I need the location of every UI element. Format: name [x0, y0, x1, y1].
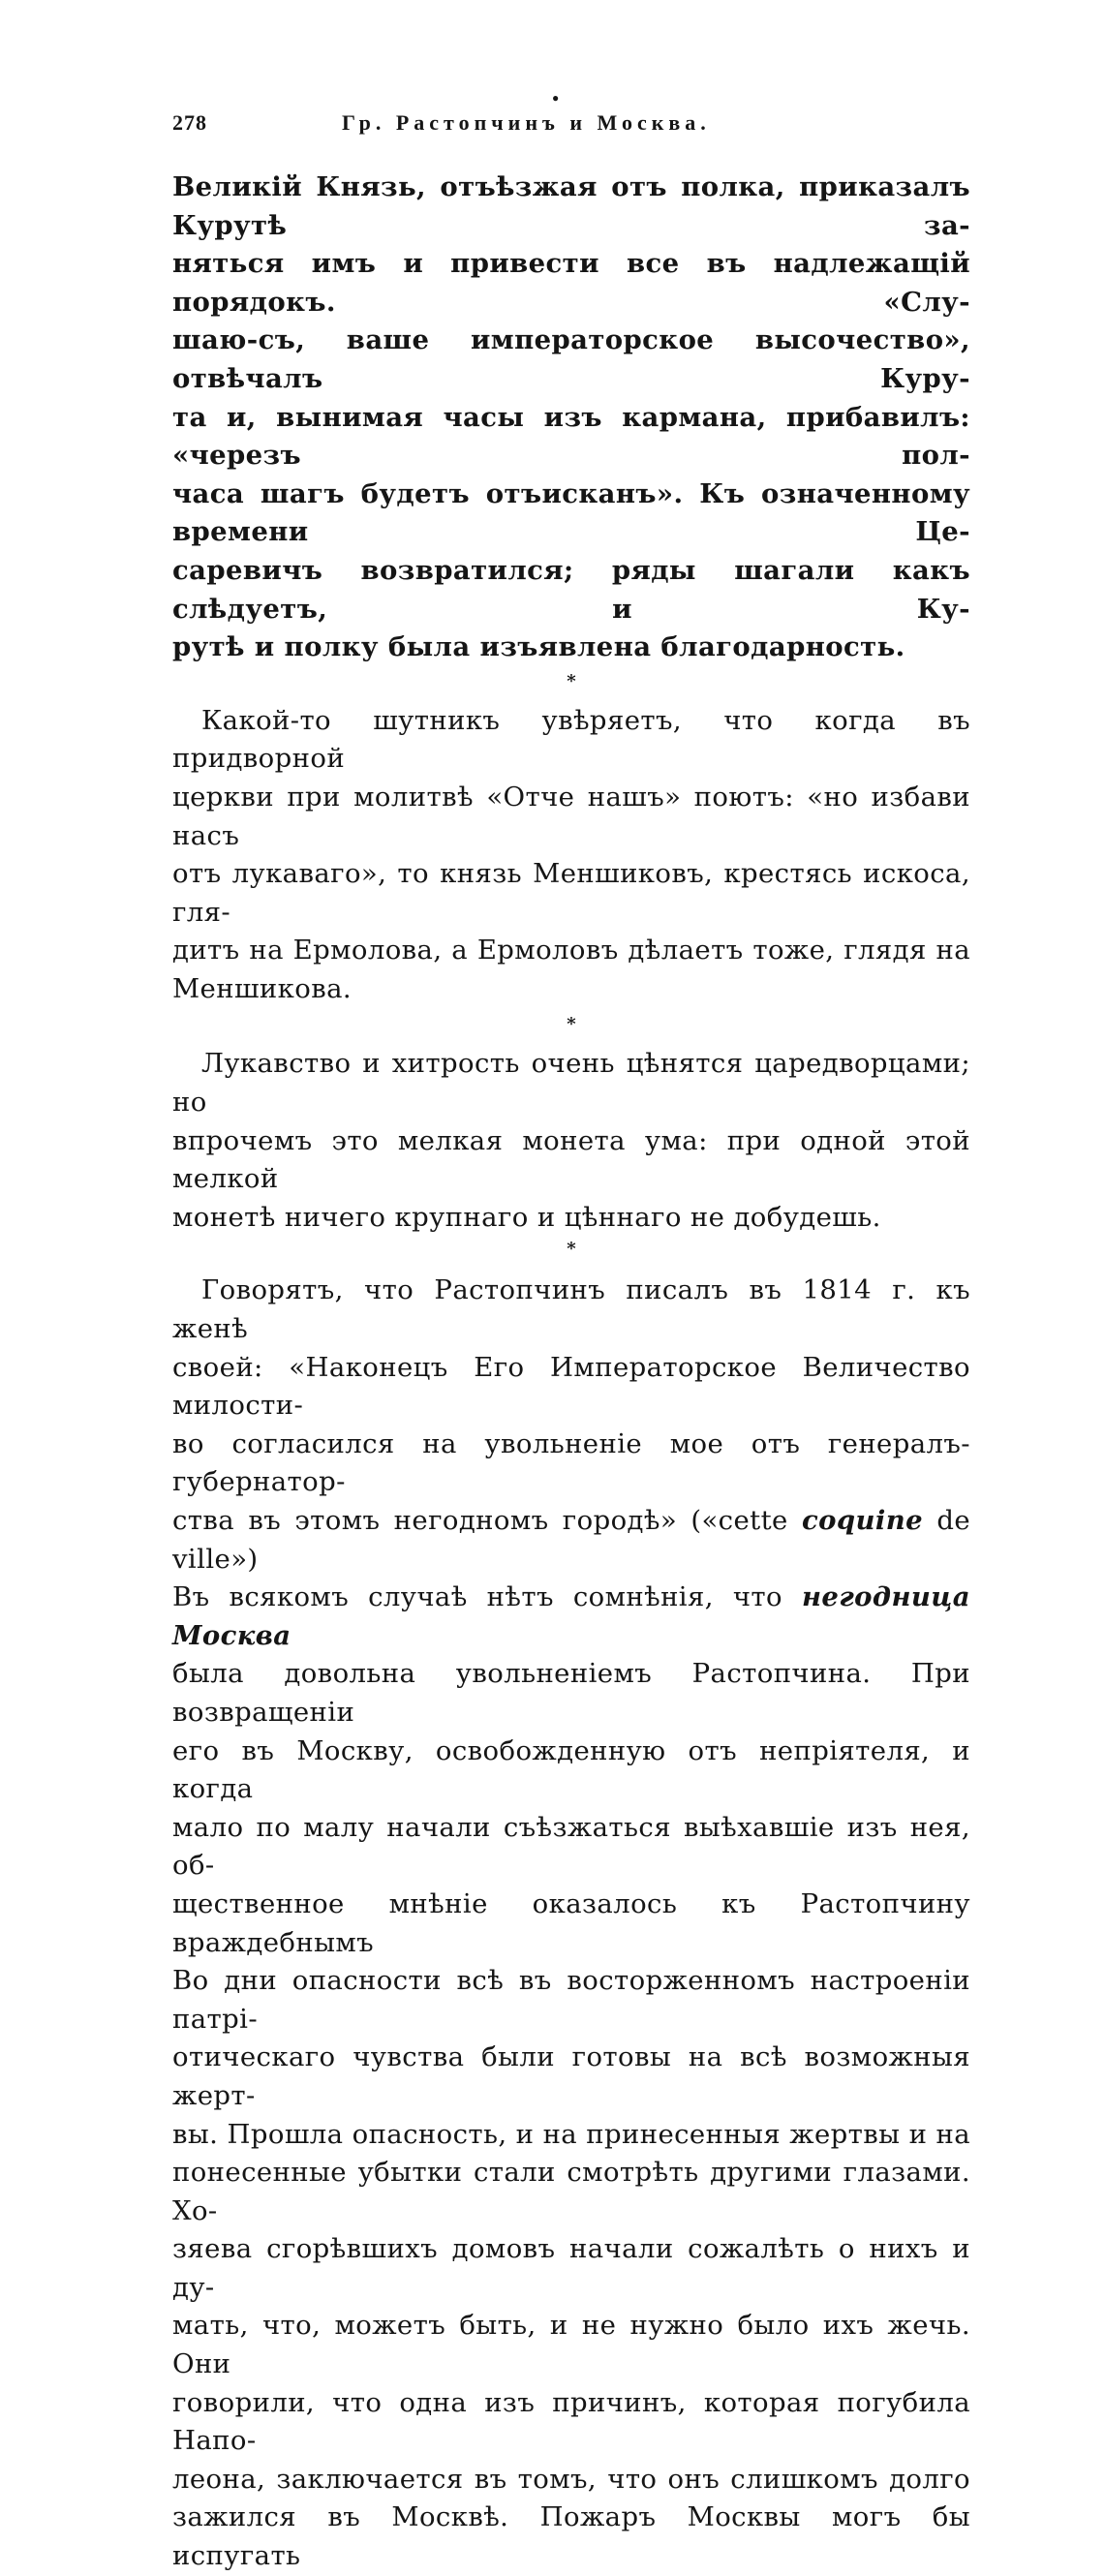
text-line: Во дни опасности всѣ въ восторженномъ настроеніи патрі- [172, 1965, 970, 2035]
text-line: шаю-съ, ваше императорское высочество», отвѣчалъ Куру- [172, 324, 970, 394]
text-line: та и, вынимая часы изъ кармана, прибавилъ: «черезъ пол- [172, 401, 970, 472]
text-line: была довольна увольненіемъ Растопчина. При возвращеніи [172, 1658, 970, 1728]
page-body [172, 91, 970, 2576]
ink-dot-mark: ● [552, 91, 560, 105]
text-line-mixed [172, 1502, 970, 1579]
text-run: de ville») [172, 1505, 970, 1575]
running-head [172, 91, 970, 143]
text-line: Говорятъ, что Растопчинъ писалъ въ 1814 г. къ женѣ [172, 1274, 970, 1345]
text-line: часа шагъ будетъ отъисканъ». Къ означенному времени Це- [172, 477, 970, 548]
text-line: его въ Москву, освобожденную отъ непріятеля, и когда [172, 1734, 970, 1805]
text-line: понесенные убытки стали смотрѣть другими глазами. Хо- [172, 2157, 970, 2226]
text-line: во согласился на увольненіе мое отъ генералъ-губернатор- [172, 1427, 970, 1498]
text-line: своей: «Наконецъ Его Императорское Величество милости- [172, 1351, 970, 1422]
text-line: церкви при молитвѣ «Отче нашъ» поютъ: «но избави насъ [172, 781, 970, 851]
text-line: Великій Князь, отъѣзжая отъ полка, приказалъ Курутѣ за- [172, 171, 970, 241]
text-line: вы. Прошла опасность, и на принесенныя жертвы и на [172, 2118, 970, 2150]
text-line: зажился въ Москвѣ. Пожаръ Москвы могъ бы испугать [172, 2501, 970, 2572]
text-run: Въ всякомъ случаѣ нѣтъ сомнѣнія, что [172, 1581, 782, 1613]
text-line: дитъ на Ермолова, а Ермоловъ дѣлаетъ тоже, глядя на [172, 935, 970, 966]
text-line: отическаго чувства были готовы на всѣ возможныя жерт- [172, 2041, 970, 2111]
italic-phrase: негодница Москва [172, 1581, 970, 1651]
text-line: отъ лукаваго», то князь Меншиковъ, крестясь искоса, гля- [172, 858, 970, 928]
text-line: мало по малу начали съѣзжаться выѣхавшіе изъ нея, об- [172, 1811, 970, 1882]
italic-phrase: coquine [802, 1505, 924, 1536]
text-line: Меншикова. [172, 972, 353, 1004]
text-line: монетѣ ничего крупнаго и цѣннаго не добудешь. [172, 1201, 881, 1233]
section-separator: * [567, 1239, 576, 1260]
text-line: леона, заключается въ томъ, что онъ слишкомъ долго [172, 2463, 970, 2495]
anecdote-rastopchin [172, 1272, 970, 2575]
running-title: Гр. Растопчинъ и Москва. [342, 110, 711, 135]
anecdote-menshikov [172, 702, 970, 1009]
text-run: ства въ этомъ негодномъ городѣ» («cette [172, 1505, 788, 1536]
text-line: впрочемъ это мелкая монета ума: при одной этой мелкой [172, 1124, 970, 1195]
text-line: няться имъ и привести все въ надлежащій порядокъ. «Слу- [172, 248, 970, 318]
text-line: говорили, что одна изъ причинъ, которая погубила Напо- [172, 2386, 970, 2457]
section-separator: * [567, 670, 576, 691]
text-line: щественное мнѣніе оказалось къ Растопчину враждебнымъ [172, 1887, 970, 1958]
text-line: зяева сгорѣвшихъ домовъ начали сожалѣть о нихъ и ду- [172, 2233, 970, 2303]
text-line: мать, что, можетъ быть, и не нужно было ихъ жечь. Они [172, 2310, 970, 2380]
page-number: 278 [172, 110, 207, 135]
anecdote-kuruta [172, 169, 970, 667]
section-separator: * [567, 1014, 576, 1035]
text-line: рутѣ и полку была изъявлена благодарность. [172, 631, 905, 663]
text-line: саревичъ возвратился; ряды шагали какъ слѣдуетъ, и Ку- [172, 554, 970, 625]
text-line-mixed [172, 1579, 970, 1655]
maxim-cunning [172, 1045, 970, 1237]
text-line: Какой-то шутникъ увѣряетъ, что когда въ придворной [172, 704, 970, 775]
text-line: Лукавство и хитрость очень цѣнятся царедворцами; но [172, 1048, 970, 1119]
